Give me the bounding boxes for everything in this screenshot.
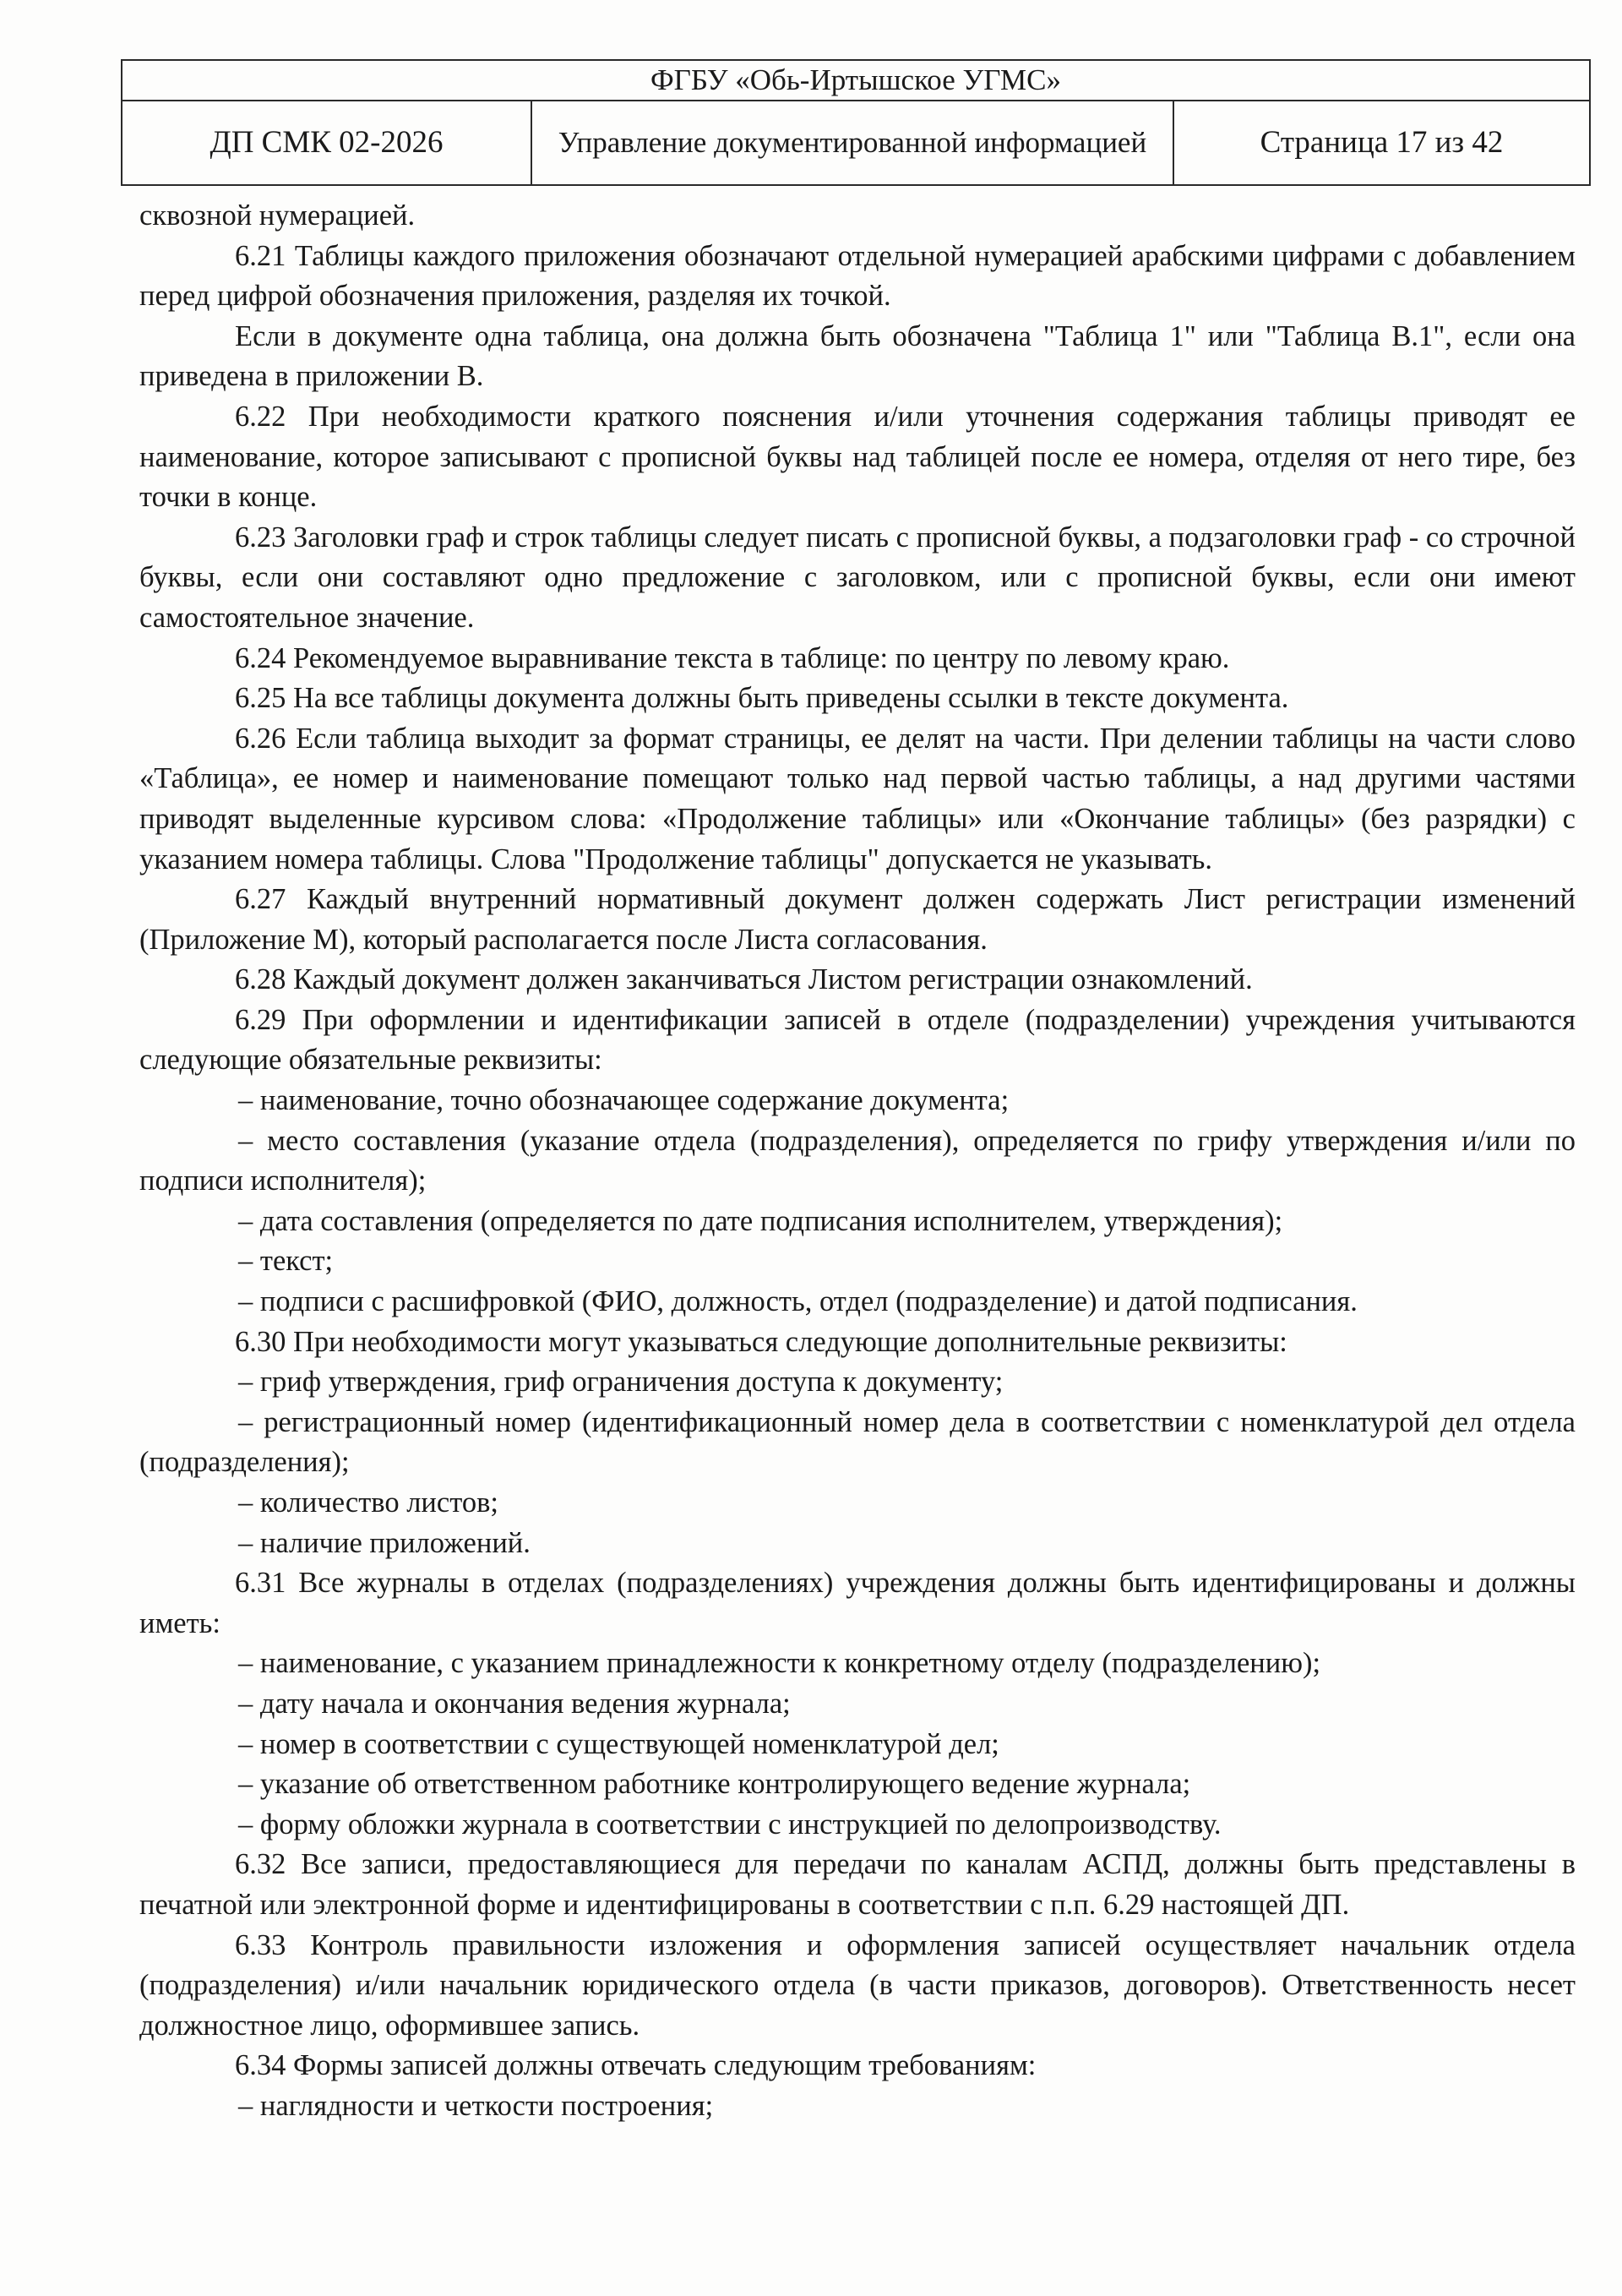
paragraph-6-24: 6.24 Рекомендуемое выравнивание текста в таблице: по центру по левому краю. [235,641,1230,674]
paragraph-6-31: 6.31 Все журналы в отделах (подразделениях) учреждения должны быть идентифицированы и должны иметь: [139,1567,1576,1639]
list-item: – наглядности и четкости построения; [238,2089,714,2122]
paragraph-6-27: 6.27 Каждый внутренний нормативный документ должен содержать Лист регистрации изменений (Приложение М), который располагается после Листа согласования. [139,883,1576,956]
paragraph-6-32: 6.32 Все записи, предоставляющиеся для передачи по каналам АСПД, должны быть представлены в печатной или электронной форме и идентифицированы в соответствии с п.п. 6.29 настоящей ДП. [139,1848,1576,1921]
list-item: – форму обложки журнала в соответствии с инструкцией по делопроизводству. [238,1808,1222,1841]
list-item: – дату начала и окончания ведения журнала; [238,1687,791,1720]
list-item: – наименование, точно обозначающее содержание документа; [238,1084,1010,1117]
document-code: ДП СМК 02-2026 [122,101,532,184]
paragraph-6-34: 6.34 Формы записей должны отвечать следующим требованиям: [235,2049,1037,2082]
list-item: – дата составления (определяется по дате подписания исполнителем, утверждения); [238,1204,1283,1237]
list-item: – текст; [238,1245,334,1278]
list-item: – количество листов; [238,1486,498,1519]
paragraph-6-23: 6.23 Заголовки граф и строк таблицы следует писать с прописной буквы, а подзаголовки граф - со строчной буквы, если они составляют одно предложение с заголовком, или с прописной буквы, если они имеют самостоятельное значение. [139,521,1576,634]
list-item: – гриф утверждения, гриф ограничения доступа к документу; [238,1366,1004,1399]
page-number: Страница 17 из 42 [1260,125,1504,160]
list-item: – место составления (указание отдела (подразделения), определяется по грифу утверждения и/или по подписи исполнителя); [139,1124,1576,1197]
paragraph-6-22: 6.22 При необходимости краткого пояснения и/или уточнения содержания таблицы приводят ее наименование, которое записывают с прописной буквы над таблицей после ее номера, отделяя от него тире, без точки в конце. [139,400,1576,514]
paragraph-6-29: 6.29 При оформлении и идентификации записей в отделе (подразделении) учреждения учитываются следующие обязательные реквизиты: [139,1003,1576,1077]
list-item: – номер в соответствии с существующей номенклатурой дел; [238,1727,999,1760]
paragraph-6-21: 6.21 Таблицы каждого приложения обозначают отдельной нумерацией арабскими цифрами с добавлением перед цифрой обозначения приложения, разделяя их точкой. [139,239,1576,313]
paragraph: сквозной нумерацией. [139,199,416,232]
paragraph-6-28: 6.28 Каждый документ должен заканчиваться Листом регистрации ознакомлений. [235,963,1253,996]
list-item: – подписи с расшифровкой (ФИО, должность, отдел (подразделение) и датой подписания. [238,1285,1358,1318]
paragraph-6-25: 6.25 На все таблицы документа должны быть приведены ссылки в тексте документа. [235,682,1289,715]
document-title: Управление документированной информацией [532,101,1174,184]
list-item: – указание об ответственном работнике контролирующего ведение журнала; [238,1768,1191,1801]
list-item: – наименование, с указанием принадлежности к конкретному отделу (подразделению); [238,1647,1321,1680]
paragraph-6-26: 6.26 Если таблица выходит за формат страницы, ее делят на части. При делении таблицы на части слово «Таблица», ее номер и наименование помещают только над первой частью таблицы, а над другими частями приводят выделенные курсивом слова: «Продолжение таблицы» или «Окончание таблицы» (без разрядки) с указанием номера таблицы. Слова "Продолжение таблицы" допускается не указывать. [139,722,1576,875]
list-item: – наличие приложений. [238,1526,531,1559]
organization-name: ФГБУ «Обь-Иртышское УГМС» [122,61,1589,101]
list-item: – регистрационный номер (идентификационный номер дела в соответствии с номенклатурой дел отдела (подразделения); [139,1405,1576,1479]
header-row [122,101,1589,184]
document-body [139,196,1576,2127]
paragraph-6-33: 6.33 Контроль правильности изложения и оформления записей осуществляет начальник отдела (подразделения) и/или начальник юридического отдела (в части приказов, договоров). Ответственность несет должностное лицо, оформившее запись. [139,1928,1576,2042]
paragraph: Если в документе одна таблица, она должна быть обозначена "Таблица 1" или "Таблица В.1", если она приведена в приложении В. [139,319,1576,393]
paragraph-6-30: 6.30 При необходимости могут указываться следующие дополнительные реквизиты: [235,1325,1287,1358]
document-header-table [121,59,1591,186]
